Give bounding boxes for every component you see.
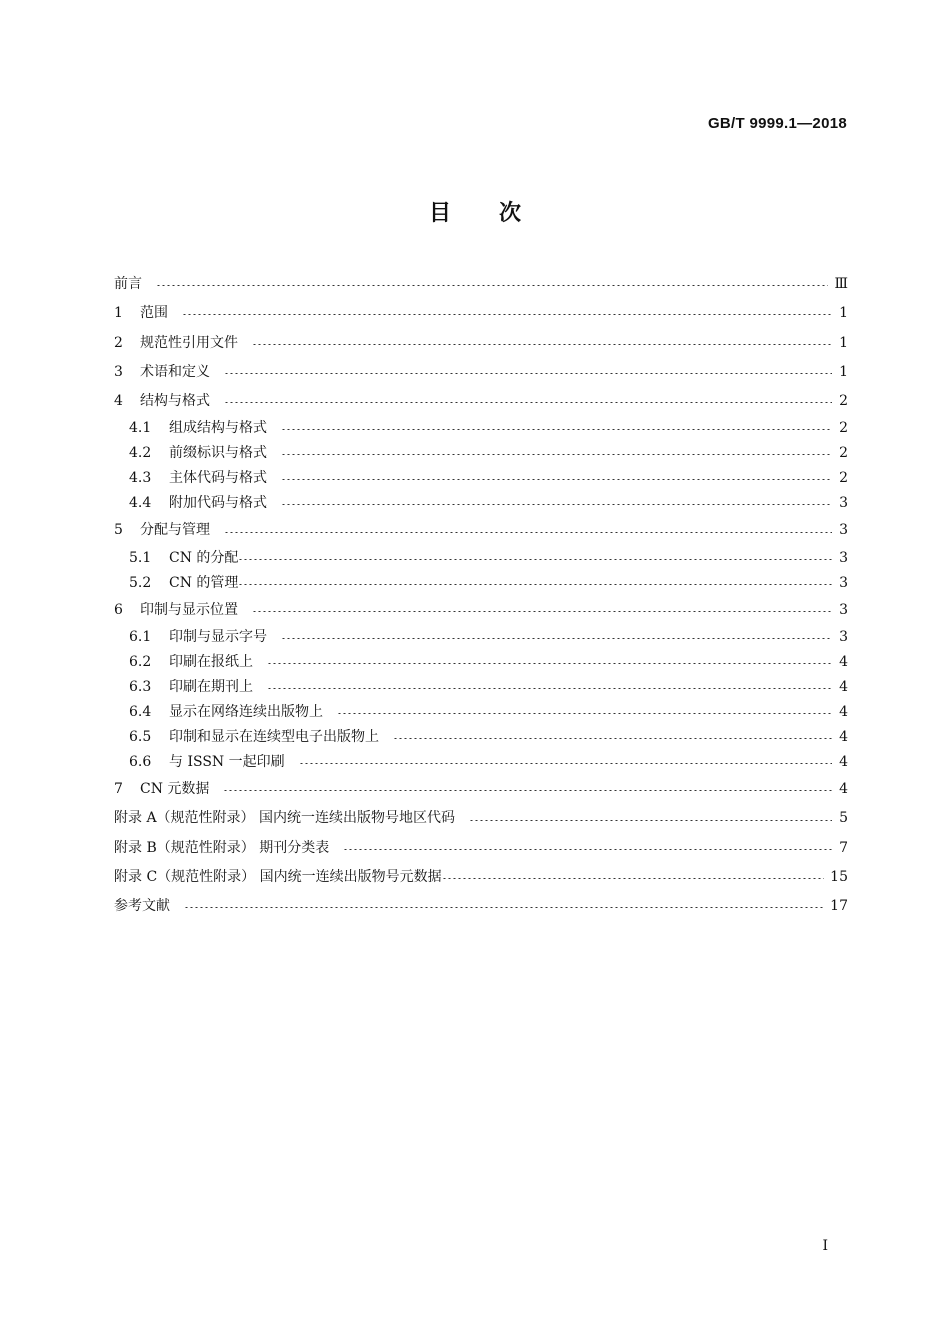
toc-entry-references[interactable] — [114, 892, 848, 921]
toc-number: 5.1 — [129, 549, 152, 566]
toc-label: 参考文献 — [114, 898, 170, 915]
toc-page: 15 — [830, 868, 848, 885]
standard-code: GB/T 9999.1—2018 — [707, 115, 847, 132]
toc-page: 3 — [839, 522, 848, 539]
toc-label: 范围 — [140, 305, 168, 322]
dot-leader — [223, 790, 832, 791]
toc-label: CN 元数据 — [140, 781, 210, 798]
toc-number: 2 — [114, 334, 123, 351]
dot-leader — [224, 402, 832, 403]
toc-subentry[interactable] — [114, 466, 848, 491]
toc-entry-appendix-c[interactable] — [114, 863, 848, 892]
toc-page: 7 — [839, 839, 848, 856]
toc-number: 4 — [114, 393, 123, 410]
toc-number: 7 — [114, 781, 123, 798]
toc-page: 2 — [839, 470, 848, 487]
toc-entry[interactable] — [114, 270, 848, 299]
toc-page: 4 — [839, 754, 848, 771]
dot-leader — [299, 763, 832, 764]
toc-label: 前缀标识与格式 — [169, 445, 267, 462]
toc-label: 印刷在期刊上 — [169, 679, 253, 696]
toc-label: 附加代码与格式 — [169, 495, 267, 512]
dot-leader — [252, 344, 832, 345]
toc-entry[interactable] — [114, 358, 848, 387]
toc-entry[interactable] — [114, 387, 848, 416]
toc-label: 附录 A（规范性附录） 国内统一连续出版物号地区代码 — [114, 810, 456, 827]
dot-leader — [281, 479, 832, 480]
dot-leader — [182, 314, 832, 315]
toc-page: 3 — [839, 549, 848, 566]
toc-page: 2 — [839, 420, 848, 437]
toc-entry[interactable] — [114, 299, 848, 328]
toc-label: 与 ISSN 一起印刷 — [169, 754, 285, 771]
page-title: 目次 — [428, 201, 569, 226]
toc-number: 6.6 — [129, 754, 152, 771]
dot-leader — [224, 373, 832, 374]
toc-page: 3 — [839, 574, 848, 591]
toc-number: 6.1 — [129, 629, 152, 646]
toc-subentry[interactable] — [114, 625, 848, 650]
toc-page: 17 — [830, 898, 848, 915]
toc-subentry[interactable] — [114, 491, 848, 516]
dot-leader — [252, 611, 832, 612]
toc-label: 印制与显示位置 — [140, 601, 238, 618]
toc-label: CN 的管理 — [169, 574, 239, 591]
toc-page: 3 — [839, 495, 848, 512]
toc-label: 印制与显示字号 — [169, 629, 267, 646]
toc-label: 前言 — [114, 276, 142, 292]
toc-number: 4.3 — [129, 470, 152, 487]
toc-subentry[interactable] — [114, 546, 848, 571]
toc-number: 6.2 — [129, 654, 152, 671]
toc-page: 1 — [839, 363, 848, 380]
toc-label: 显示在网络连续出版物上 — [169, 704, 323, 721]
dot-leader — [343, 849, 832, 850]
toc-label: 结构与格式 — [140, 393, 210, 410]
dot-leader — [238, 584, 832, 585]
toc-number: 4.1 — [129, 420, 152, 437]
toc-page: 4 — [839, 729, 848, 746]
dot-leader — [156, 285, 828, 286]
toc-number: 4.4 — [129, 495, 152, 512]
toc-number: 1 — [114, 305, 123, 322]
dot-leader — [267, 663, 832, 664]
dot-leader — [393, 738, 832, 739]
dot-leader — [281, 454, 832, 455]
toc-subentry[interactable] — [114, 700, 848, 725]
toc-label: 分配与管理 — [140, 522, 210, 539]
dot-leader — [337, 713, 832, 714]
dot-leader — [442, 878, 825, 879]
toc-number: 5 — [114, 522, 123, 539]
toc-entry-appendix-a[interactable] — [114, 804, 848, 833]
toc-page: 4 — [839, 704, 848, 721]
toc-number: 5.2 — [129, 574, 152, 591]
toc-page: 3 — [839, 601, 848, 618]
toc-label: 主体代码与格式 — [169, 470, 267, 487]
dot-leader — [238, 559, 832, 560]
toc-page: 5 — [839, 810, 848, 827]
toc-number: 3 — [114, 363, 123, 380]
footer-page-number: I — [822, 1238, 828, 1254]
toc-entry[interactable] — [114, 329, 848, 358]
dot-leader — [184, 907, 824, 908]
toc-page: 1 — [839, 305, 848, 322]
toc-label: 术语和定义 — [140, 363, 210, 380]
toc-page: 4 — [839, 654, 848, 671]
toc-page: 1 — [839, 334, 848, 351]
toc-page: 2 — [839, 445, 848, 462]
toc-label: 附录 B（规范性附录） 期刊分类表 — [114, 839, 330, 856]
dot-leader — [281, 429, 832, 430]
dot-leader — [281, 638, 832, 639]
toc-entry[interactable] — [114, 775, 848, 804]
dot-leader — [267, 688, 832, 689]
toc-subentry[interactable] — [114, 725, 848, 750]
toc-number: 6.5 — [129, 729, 152, 746]
toc-entry-appendix-b[interactable] — [114, 834, 848, 863]
toc-page: 3 — [839, 629, 848, 646]
toc-number: 6.4 — [129, 704, 152, 721]
toc-label: 印刷在报纸上 — [169, 654, 253, 671]
toc-number: 6.3 — [129, 679, 152, 696]
toc-label: CN 的分配 — [169, 549, 239, 566]
toc-subentry[interactable] — [114, 571, 848, 596]
toc-page: 4 — [839, 679, 848, 696]
toc-subentry[interactable] — [114, 650, 848, 675]
toc-page: 4 — [839, 781, 848, 798]
dot-leader — [281, 504, 832, 505]
toc-subentry[interactable] — [114, 675, 848, 700]
dot-leader — [224, 532, 832, 533]
toc-label: 组成结构与格式 — [169, 420, 267, 437]
table-of-contents — [114, 270, 848, 922]
toc-subentry[interactable] — [114, 750, 848, 775]
toc-subentry[interactable] — [114, 441, 848, 466]
toc-entry[interactable] — [114, 596, 848, 625]
toc-label: 印制和显示在连续型电子出版物上 — [169, 729, 379, 746]
toc-page: Ⅲ — [834, 276, 848, 292]
dot-leader — [469, 820, 832, 821]
toc-label: 规范性引用文件 — [140, 334, 238, 351]
toc-label: 附录 C（规范性附录） 国内统一连续出版物号元数据 — [114, 868, 442, 885]
toc-subentry[interactable] — [114, 416, 848, 441]
toc-page: 2 — [839, 393, 848, 410]
toc-number: 6 — [114, 601, 123, 618]
toc-entry[interactable] — [114, 516, 848, 545]
toc-number: 4.2 — [129, 445, 152, 462]
